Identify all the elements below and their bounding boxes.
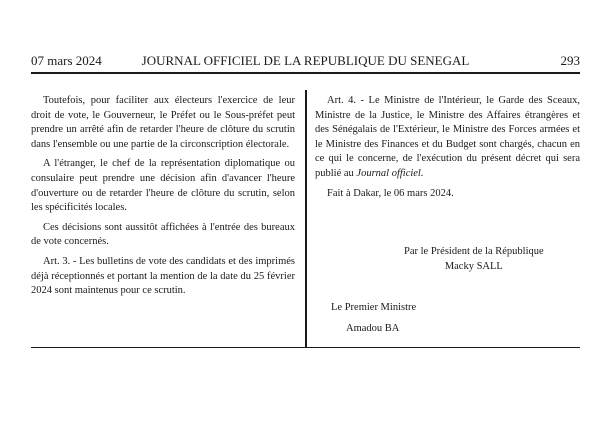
page-number: 293 — [560, 53, 580, 68]
prime-minister-title: Le Premier Ministre — [331, 302, 417, 313]
journal-officiel-italic: Journal officiel. — [356, 167, 424, 179]
paragraph-polling-hours: Toutefois, pour faciliter aux électeurs l'exercice de leur droit de vote, le Gouverneur, le Préfet ou le Sous-préfet peut prendre un arrêté afin de retarder l'heure de clôture du scrutin dans l'ensemble ou une partie de la circonscription électorale. — [31, 95, 295, 150]
paragraph-abroad: A l'étranger, le chef de la représentation diplomatique ou consulaire peut prendre une décision afin d'avancer l'heure d'ouverture ou de retarder l'heure de clôture du scrutin, selon les spécificités locales. — [31, 158, 295, 214]
paragraph-article-3: Art. 3. - Les bulletins de vote des candidats et des imprimés déjà réceptionnés et portant la mention de la date du 25 février 2024 sont maintenus pour ce scrutin. — [31, 255, 295, 297]
president-signature-block — [404, 245, 544, 274]
president-name: Macky SALL — [444, 260, 503, 272]
paragraph-article-4 — [315, 94, 580, 182]
paragraph-display: Ces décisions sont aussitôt affichées à l'entrée des bureaux de vote concernés. — [31, 221, 295, 248]
header-rule — [31, 72, 580, 74]
right-column — [315, 94, 580, 201]
president-line: Par le Président de la République — [404, 246, 544, 257]
article-4-text: Art. 4. - Le Ministre de l'Intérieur, le Garde des Sceaux, Ministre de la Justice, le Ministre des Affaires étrangères et des Sénégalais de l'Extérieur, le Ministre des Forces armées et le Ministre des Finances et du Budget sont chargés, chacun en ce qui le concerne, de l'exécution du présent décret qui sera publié au — [315, 95, 580, 179]
issue-date: 07 mars 2024 — [31, 53, 102, 68]
page-header — [31, 53, 580, 73]
done-at-line: Fait à Dakar, le 06 mars 2024. — [327, 187, 454, 199]
footer-rule — [31, 347, 580, 348]
journal-title: JOURNAL OFFICIEL DE LA REPUBLIQUE DU SENEGAL — [141, 53, 470, 68]
left-column — [31, 94, 295, 299]
prime-minister-name: Amadou BA — [346, 323, 400, 334]
column-divider — [305, 90, 307, 348]
